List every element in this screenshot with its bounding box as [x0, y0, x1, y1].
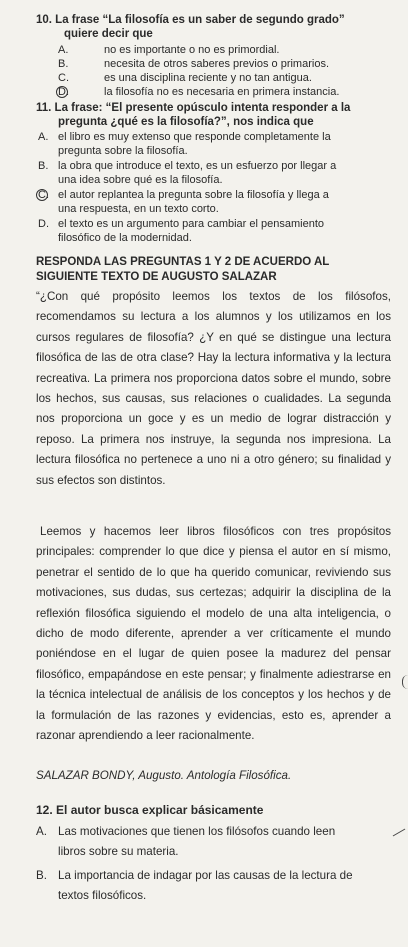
q10-option-a-text: no es importante o no es primordial.: [104, 44, 280, 56]
q12-option-b-line2: textos filosóficos.: [58, 889, 147, 902]
q11-option-a-letter[interactable]: A.: [38, 131, 49, 143]
q10-option-a-letter[interactable]: A.: [58, 44, 69, 56]
q10-stem-line1: 10. La frase “La filosofía es un saber de segundo grado”: [36, 14, 345, 26]
q12-option-a-line2: libros sobre su materia.: [58, 845, 179, 858]
passage-paragraph-2: Leemos y hacemos leer libros filosóficos con tres propósitos principales: comprender lo que dice y piensa el autor en sí mismo, penetrar el sentido de lo que ha querido comunicar, reviviendo sus motivaciones, sus dudas, sus certezas; adquirir la disciplina de la reflexión filosófica siguiendo el modelo de una alta inteligencia, o dicho de modo diferente, aprender a ver críticamente el mundo poniéndose en el lugar de quien posee la madurez del pensar filosófico, empapándose en este pensar; y finalmente adiestrarse en la técnica intelectual de análisis de los conceptos y los hechos y de la formulación de las razones y evidencias, esto es, aprender a razonar aprendiendo a leer racionalmente.: [36, 525, 391, 743]
q11-option-c-letter[interactable]: C.: [38, 189, 49, 201]
q11-option-b-letter[interactable]: B.: [38, 160, 49, 172]
q11-option-c-line2: una respuesta, en un texto corto.: [58, 203, 219, 215]
q10-stem-line2: quiere decir que: [64, 28, 153, 40]
q11-option-b-line1: la obra que introduce el texto, es un esfuerzo por llegar a: [58, 160, 337, 172]
q11-stem-line1: 11. La frase: “El presente opúsculo intenta responder a la: [36, 102, 351, 114]
instructions-line1: RESPONDA LAS PREGUNTAS 1 Y 2 DE ACUERDO AL: [36, 256, 330, 268]
q11-option-a-line1: el libro es muy extenso que responde completamente la: [58, 131, 331, 143]
q11-option-a-line2: pregunta sobre la filosofía.: [58, 145, 188, 157]
q11-option-d-letter[interactable]: D.: [38, 218, 49, 230]
q10-option-b-letter[interactable]: B.: [58, 58, 69, 70]
q11-option-c-circle-mark: [36, 189, 48, 201]
q11-option-c-line1: el autor replantea la pregunta sobre la filosofía y llega a: [58, 189, 329, 201]
q10-option-c-letter[interactable]: C.: [58, 72, 69, 84]
q11-option-d-line2: filosófico de la modernidad.: [58, 232, 192, 244]
passage-citation: SALAZAR BONDY, Augusto. Antología Filosófica.: [36, 769, 292, 782]
q12-option-b-line1: La importancia de indagar por las causas de la lectura de: [58, 869, 353, 882]
passage-paragraph-1: “¿Con qué propósito leemos los textos de los filósofos, recomendamos su lectura a los alumnos y los utilizamos en los cursos regulares de filosofía? ¿Y en qué se distingue una lectura filosófica de las de otra clase? Hay la lectura informativa y la lectura recreativa. La primera nos proporciona datos sobre el mundo, sobre los hechos, sus causas, sus relaciones o cualidades. La segunda nos proporciona un goce y es un medio de lograr distracción y reposo. La primera nos instruye, la segunda nos impresiona. La lectura filosófica no pertenece a uno ni a otro género; su finalidad y sus efectos son distintos.: [36, 290, 391, 487]
q10-option-d-circle-mark: [56, 86, 68, 98]
q10-option-c-text: es una disciplina reciente y no tan antigua.: [104, 72, 312, 84]
q11-option-b-line2: una idea sobre qué es la filosofía.: [58, 174, 223, 186]
q12-option-a-line1: Las motivaciones que tienen los filósofos cuando leen: [58, 825, 336, 838]
q12-option-b-letter[interactable]: B.: [36, 869, 47, 882]
q10-option-b-text: necesita de otros saberes previos o primarios.: [104, 58, 329, 70]
q10-option-d-text: la filosofía no es necesaria en primera instancia.: [104, 86, 340, 98]
margin-bracket-mark: [402, 675, 408, 689]
instructions-line2: SIGUIENTE TEXTO DE AUGUSTO SALAZAR: [36, 271, 277, 283]
q10-option-d-letter[interactable]: D.: [58, 86, 69, 98]
q12-option-a-pen-mark: [393, 829, 406, 837]
q11-option-d-line1: el texto es un argumento para cambiar el pensamiento: [58, 218, 324, 230]
q12-stem: 12. El autor busca explicar básicamente: [36, 803, 264, 817]
q11-stem-line2: pregunta ¿qué es la filosofía?”, nos indica que: [58, 116, 314, 128]
q12-option-a-letter[interactable]: A.: [36, 825, 47, 838]
